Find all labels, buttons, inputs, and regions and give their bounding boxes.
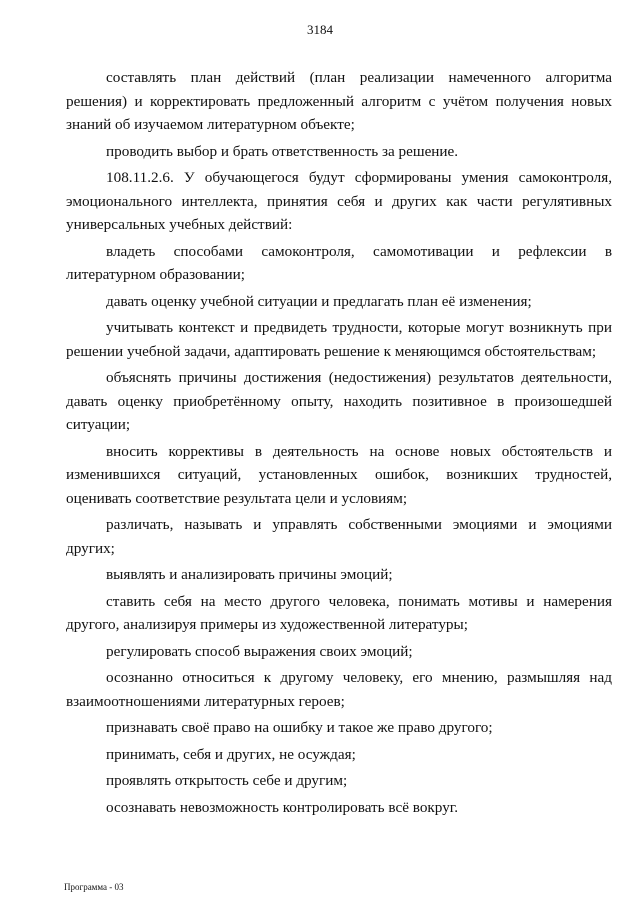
paragraph-7: объяснять причины достижения (недостижения) результатов деятельности, давать оценку приобретённому опыту, находить позитивное в произошедшей ситуации; [66, 369, 612, 433]
document-body [66, 66, 612, 822]
paragraph-6: учитывать контекст и предвидеть трудности, которые могут возникнуть при решении учебной задачи, адаптировать решение к меняющимся обстоятельствам; [66, 319, 612, 360]
page-number: 3184 [307, 22, 333, 37]
paragraph-14: признавать своё право на ошибку и такое же право другого; [106, 719, 493, 736]
paragraph-9: различать, называть и управлять собственными эмоциями и эмоциями других; [66, 516, 612, 557]
paragraph-2: проводить выбор и брать ответственность за решение. [106, 142, 459, 160]
paragraph-17: осознавать невозможность контролировать всё вокруг. [106, 798, 459, 816]
paragraph-10: выявлять и анализировать причины эмоций; [106, 566, 393, 583]
paragraph-13: осознанно относиться к другому человеку, его мнению, размышляя над взаимоотношениями литературных героев; [66, 669, 612, 710]
paragraph-3: 108.11.2.6. У обучающегося будут сформированы умения самоконтроля, эмоционального интеллекта, принятия себя и других как части регулятивных универсальных учебных действий: [66, 169, 612, 233]
paragraph-1: составлять план действий (план реализации намеченного алгоритма решения) и корректировать предложенный алгоритм с учётом получения новых знаний об изучаемом литературном объекте; [66, 69, 612, 133]
paragraph-11: ставить себя на место другого человека, понимать мотивы и намерения другого, анализируя примеры из художественной литературы; [66, 592, 612, 633]
paragraph-8: вносить коррективы в деятельность на основе новых обстоятельств и изменившихся ситуаций, установленных ошибок, возникших трудностей, оценивать соответствие результата цели и условиям; [66, 442, 612, 507]
paragraph-5: давать оценку учебной ситуации и предлагать план её изменения; [106, 292, 532, 310]
paragraph-16: проявлять открытость себе и другим; [106, 772, 348, 789]
paragraph-4: владеть способами самоконтроля, самомотивации и рефлексии в литературном образовании; [66, 242, 612, 283]
page-footer: Программа - 03 [64, 882, 124, 892]
paragraph-15: принимать, себя и других, не осуждая; [106, 745, 356, 763]
paragraph-12: регулировать способ выражения своих эмоций; [106, 642, 413, 660]
